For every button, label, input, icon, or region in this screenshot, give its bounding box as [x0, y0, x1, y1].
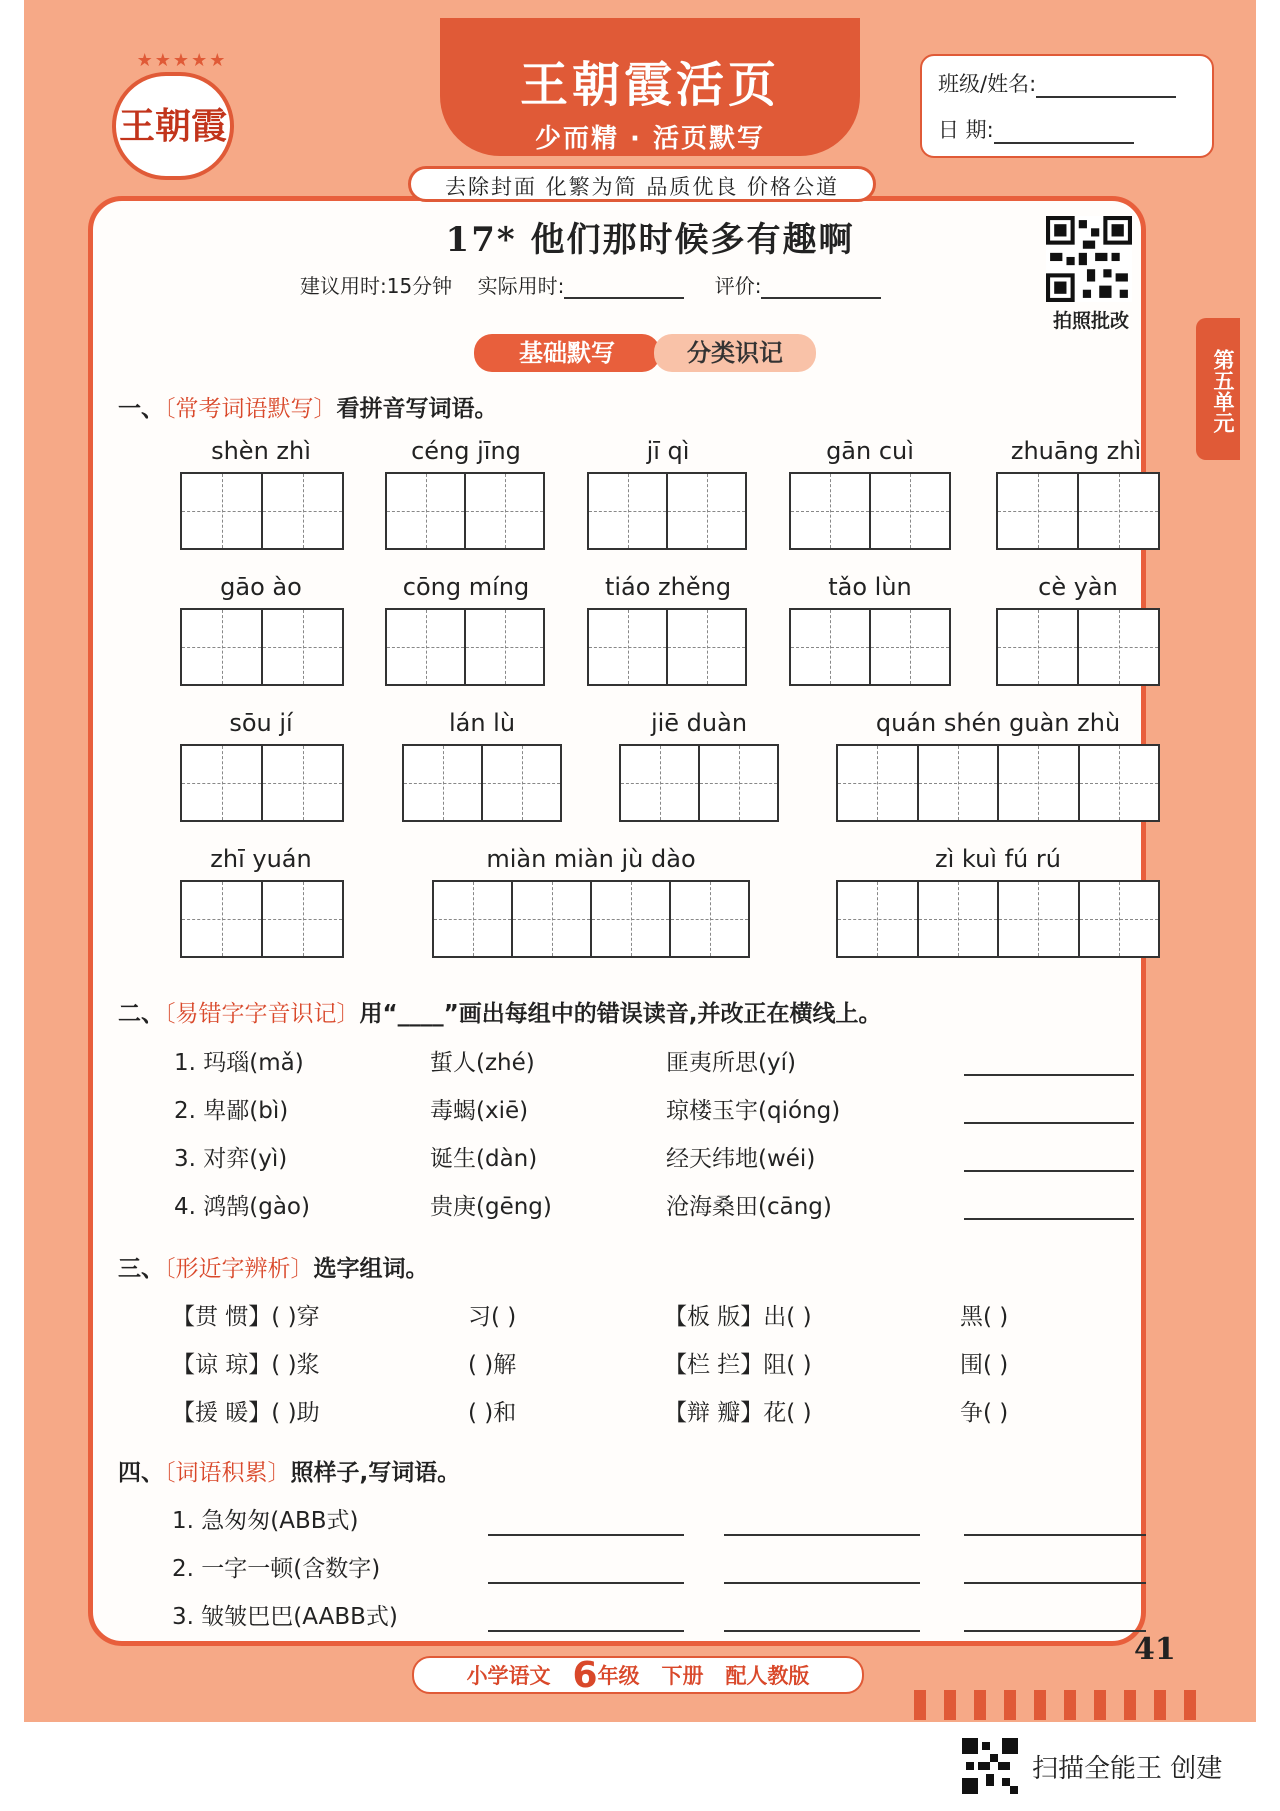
writing-grid[interactable]	[180, 744, 344, 822]
q4-heading	[118, 1454, 460, 1487]
q1-instruction: 看拼音写词语。	[336, 396, 498, 422]
q3-item: ( )解	[468, 1352, 517, 1378]
q2-item: 诞生(dàn)	[430, 1146, 538, 1172]
actual-time-field[interactable]	[564, 279, 684, 299]
page-number: 41	[1134, 1632, 1176, 1667]
q2-item: 沧海桑田(cāng)	[666, 1194, 832, 1220]
answer-line[interactable]	[724, 1582, 920, 1584]
section-banner-right: 分类识记	[654, 334, 816, 372]
q2-item: 毒蝎(xiē)	[430, 1098, 529, 1124]
q2-item: 1. 玛瑙(mǎ)	[174, 1050, 304, 1076]
q3-item: 【栏 拦】阻( )	[664, 1352, 812, 1378]
writing-grid[interactable]	[836, 744, 1160, 822]
footer-subject: 小学语文	[466, 1664, 551, 1688]
q4-item: 1. 急匆匆(ABB式)	[172, 1508, 359, 1534]
name-date-box	[920, 54, 1214, 158]
q2-item: 3. 对弈(yì)	[174, 1146, 288, 1172]
q3-number: 三、	[118, 1256, 164, 1282]
pinyin-label: gān cuì	[826, 437, 914, 465]
q1-tag: 〔常考词语默写〕	[164, 396, 337, 422]
writing-grid[interactable]	[587, 472, 747, 550]
q4-item: 2. 一字一顿(含数字)	[172, 1556, 381, 1582]
q2-item: 蜇人(zhé)	[430, 1050, 535, 1076]
q4-tag: 〔词语积累〕	[164, 1460, 291, 1486]
pinyin-label: jī qì	[646, 437, 690, 465]
answer-line[interactable]	[964, 1170, 1134, 1172]
slogan-banner: 去除封面 化繁为简 品质优良 价格公道	[408, 166, 876, 202]
q2-item: 琼楼玉宇(qióng)	[666, 1098, 841, 1124]
scanner-watermark	[962, 1738, 1262, 1794]
pinyin-label: gāo ào	[220, 573, 302, 601]
q3-item: 【辩 瓣】花( )	[664, 1400, 812, 1426]
scanner-text: 扫描全能王 创建	[1032, 1754, 1223, 1784]
q2-item: 匪夷所思(yí)	[666, 1050, 796, 1076]
suggested-time: 建议用时:15分钟	[300, 274, 453, 298]
footer-volume: 下册	[661, 1664, 704, 1688]
q2-item: 经天纬地(wéi)	[666, 1146, 816, 1172]
logo-stars-icon: ★★★★★	[136, 50, 228, 71]
answer-line[interactable]	[964, 1218, 1134, 1220]
footer-edition: 配人教版	[725, 1664, 810, 1688]
pinyin-label: tiáo zhěng	[604, 573, 732, 601]
section-banner	[474, 334, 816, 372]
evaluation-label: 评价:	[714, 274, 762, 298]
writing-grid[interactable]	[402, 744, 562, 822]
timing-row	[300, 270, 905, 299]
pinyin-label: tǎo lùn	[828, 573, 912, 601]
writing-grid[interactable]	[385, 472, 545, 550]
writing-grid[interactable]	[180, 880, 344, 958]
brand-logo	[112, 72, 234, 180]
date-field[interactable]	[994, 122, 1134, 144]
writing-grid[interactable]	[432, 880, 750, 958]
brand-title: 王朝霞活页	[519, 57, 780, 113]
writing-grid[interactable]	[789, 608, 951, 686]
footer-grade-text: 年级	[597, 1664, 640, 1688]
q1-heading	[118, 390, 498, 423]
answer-line[interactable]	[964, 1534, 1146, 1536]
pinyin-label: jiē duàn	[650, 709, 748, 737]
q2-instruction: 用“____”画出每组中的错误读音,并改正在横线上。	[359, 1001, 882, 1027]
q4-number: 四、	[118, 1460, 164, 1486]
footer-banner	[412, 1656, 864, 1694]
answer-line[interactable]	[964, 1074, 1134, 1076]
writing-grid[interactable]	[385, 608, 545, 686]
pinyin-label: céng jīng	[411, 437, 521, 465]
q2-heading	[118, 995, 881, 1028]
answer-line[interactable]	[964, 1122, 1134, 1124]
writing-grid[interactable]	[996, 608, 1160, 686]
q1-number: 一、	[118, 396, 164, 422]
class-name-label: 班级/姓名:	[938, 72, 1037, 96]
writing-grid[interactable]	[619, 744, 779, 822]
brand-subtitle: 少而精 · 活页默写	[535, 124, 765, 154]
answer-line[interactable]	[964, 1630, 1146, 1632]
q3-item: 【援 暖】( )助	[172, 1400, 320, 1426]
answer-line[interactable]	[488, 1630, 684, 1632]
class-name-field[interactable]	[1036, 76, 1176, 98]
q3-item: 【谅 琼】( )浆	[172, 1352, 320, 1378]
pinyin-label: cōng míng	[402, 573, 530, 601]
answer-line[interactable]	[488, 1534, 684, 1536]
section-banner-left: 基础默写	[474, 334, 660, 372]
q4-item: 3. 皱皱巴巴(AABB式)	[172, 1604, 398, 1630]
writing-grid[interactable]	[180, 472, 344, 550]
actual-time-label: 实际用时:	[477, 274, 565, 298]
scanner-qr-icon	[962, 1738, 1018, 1794]
writing-grid[interactable]	[587, 608, 747, 686]
pinyin-label: shèn zhì	[211, 437, 311, 465]
q2-item: 贵庚(gēng)	[430, 1194, 552, 1220]
q2-item: 2. 卑鄙(bì)	[174, 1098, 289, 1124]
qr-label: 拍照批改	[1052, 310, 1129, 332]
q3-heading	[118, 1250, 429, 1283]
pinyin-label: zì kuì fú rú	[935, 845, 1061, 873]
q3-tag: 〔形近字辨析〕	[164, 1256, 314, 1282]
q3-item: 【板 版】出( )	[664, 1304, 812, 1330]
evaluation-field[interactable]	[761, 279, 881, 299]
q3-instruction: 选字组词。	[313, 1256, 429, 1282]
q2-tag: 〔易错字字音识记〕	[164, 1001, 360, 1027]
footer-grade-number: 6	[572, 1655, 598, 1696]
answer-line[interactable]	[724, 1534, 920, 1536]
q2-item: 4. 鸿鹄(gào)	[174, 1194, 310, 1220]
pinyin-label: sōu jí	[229, 709, 293, 737]
answer-line[interactable]	[724, 1630, 920, 1632]
q3-item: 习( )	[468, 1304, 517, 1330]
date-label: 日 期:	[938, 118, 994, 142]
lesson-title: 17* 他们那时候多有趣啊	[445, 220, 855, 260]
q4-instruction: 照样子,写词语。	[290, 1460, 461, 1486]
pinyin-label: quán shén guàn zhù	[875, 709, 1121, 737]
pinyin-label: lán lù	[448, 709, 516, 737]
q3-item: 黑( )	[960, 1304, 1009, 1330]
q3-item: 围( )	[960, 1352, 1009, 1378]
qr-code-icon[interactable]	[1046, 216, 1132, 302]
q3-item: ( )和	[468, 1400, 517, 1426]
writing-grid[interactable]	[789, 472, 951, 550]
answer-line[interactable]	[488, 1582, 684, 1584]
brand-logo-text: 王朝霞	[118, 105, 227, 147]
pinyin-label: miàn miàn jù dào	[486, 845, 696, 873]
q3-item: 【贯 惯】( )穿	[172, 1304, 320, 1330]
answer-line[interactable]	[964, 1582, 1146, 1584]
writing-grid[interactable]	[180, 608, 344, 686]
q2-number: 二、	[118, 1001, 164, 1027]
pinyin-label: zhī yuán	[210, 845, 312, 873]
writing-grid[interactable]	[996, 472, 1160, 550]
pinyin-label: zhuāng zhì	[1010, 437, 1142, 465]
q3-item: 争( )	[960, 1400, 1009, 1426]
unit-tab: 第五单元	[1196, 318, 1240, 460]
decorative-stripes	[914, 1690, 1214, 1720]
writing-grid[interactable]	[836, 880, 1160, 958]
pinyin-label: cè yàn	[1038, 573, 1118, 601]
